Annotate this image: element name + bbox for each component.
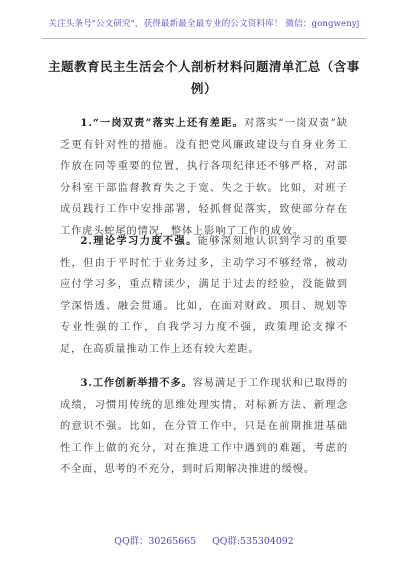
section-3 (60, 373, 348, 481)
footer-qq-group-2: QQ群:535304092 (212, 536, 294, 547)
footer-contact (0, 533, 408, 547)
section-3-heading: 3.工作创新举措不多。 (80, 377, 193, 389)
header-note: 关注头条号"公文研究"，获得最新最全最专业的公文资料库！ 微信：gongwenyj (48, 19, 360, 29)
section-1 (60, 113, 348, 243)
section-2-body: 能够深刻地认识到学习的重要性，但由于平时忙于业务过多，主动学习不够经常，被动应付学习多，重点精读少，满足于过去的经验，没能做到学深悟透、融会贯通。比如，在面对财政、项目、规划等专业性强的工作，自我学习力度不强，政策理论支撑不足，在高质量推动工作上还有较大差距。 (60, 236, 348, 355)
section-3-body: 容易满足于工作现状和已取得的成绩，习惯用传统的思维处理实情，对标新方法、新理念的意识不强。比如，在分管工作中，只是在前期推进基础性工作上做的充分，对在推进工作中遇到的难题，考虑的不全面，思考的不充分，到时后期解决推进的缓慢。 (60, 378, 348, 476)
document-title: 主题教育民主生活会个人剖析材料问题清单汇总（含事例） (48, 59, 360, 96)
section-1-heading: 1.“一岗双责”落实上还有差距。 (80, 117, 245, 129)
footer-qq-group-1: QQ群：30265665 (114, 536, 197, 547)
header-divider (42, 38, 366, 39)
section-1-body: 对落实“一岗双责”缺乏更有针对性的措施。没有把党风廉政建设与自身业务工作放在同等重要的位置，执行各项纪律还不够严格，对部分科室干部监督教育失之于宽、失之于软。比如，对班子成员践行工作中安排部署，轻抓督促落实，致使部分存在工作虎头蛇尾的情况，整体上影响了工作的成效。 (60, 118, 348, 237)
section-2-heading: 2.理论学习力度不强。 (80, 235, 198, 247)
section-2 (60, 231, 348, 361)
